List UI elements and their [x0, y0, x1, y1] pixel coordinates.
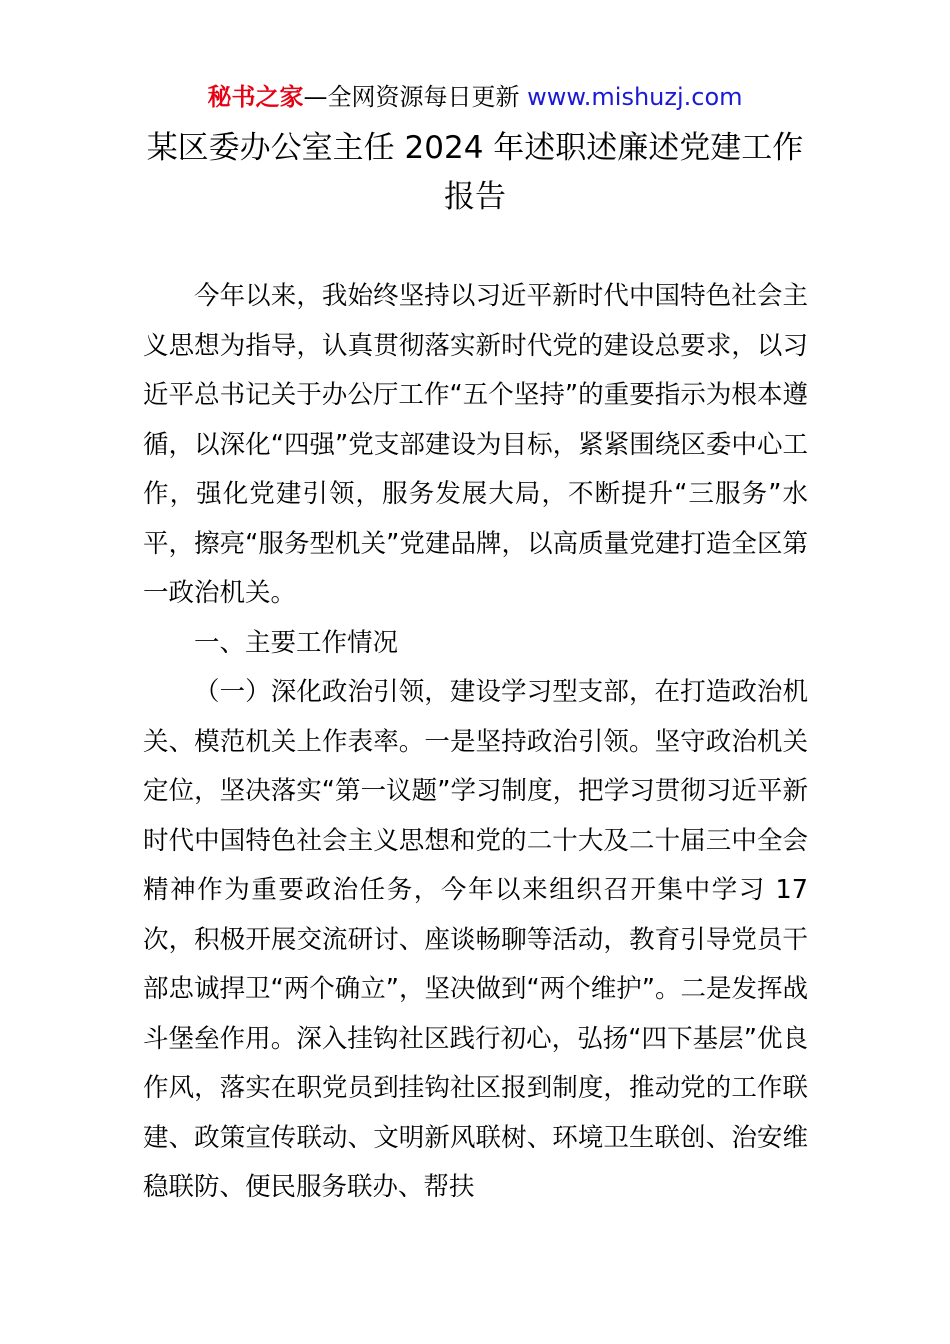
title-line-2: 报告: [444, 179, 506, 215]
section-heading: 一、主要工作情况: [194, 627, 399, 658]
title-line-1: 某区委办公室主任 2024 年述职述廉述党建工作: [146, 130, 804, 166]
brand-name: 秘书之家: [207, 83, 304, 111]
site-url-link[interactable]: www.mishuzj.com: [527, 83, 743, 111]
intro-paragraph: 今年以来，我始终坚持以习近平新时代中国特色社会主义思想为指导，认真贯彻落实新时代党的建设总要求，以习近平总书记关于办公厅工作“五个坚持”的重要指示为根本遵循，以深化“四强”党支部建设为目标，紧紧围绕区委中心工作，强化党建引领，服务发展大局，不断提升“三服务”水平，擦亮“服务型机关”党建品牌，以高质量党建打造全区第一政治机关。: [143, 281, 808, 608]
document-body: [143, 272, 808, 1213]
header-tagline: —全网资源每日更新: [303, 83, 528, 111]
section-paragraph: （一）深化政治引领，建设学习型支部，在打造政治机关、模范机关上作表率。一是坚持政治引领。坚守政治机关定位，坚决落实“第一议题”学习制度，把学习贯彻习近平新时代中国特色社会主义思想和党的二十大及二十届三中全会精神作为重要政治任务，今年以来组织召开集中学习 17 次，积极开展交流研讨、座谈畅聊等活动，教育引导党员干部忠诚捍卫“两个确立”，坚决做到“两个维护”。二是发挥战斗堡垒作用。深入挂钩社区践行初心，弘扬“四下基层”优良作风，落实在职党员到挂钩社区报到制度，推动党的工作联建、政策宣传联动、文明新风联树、环境卫生联创、治安维稳联防、便民服务联办、帮扶: [143, 677, 808, 1202]
document-title: [130, 124, 820, 222]
site-header: [0, 80, 950, 114]
